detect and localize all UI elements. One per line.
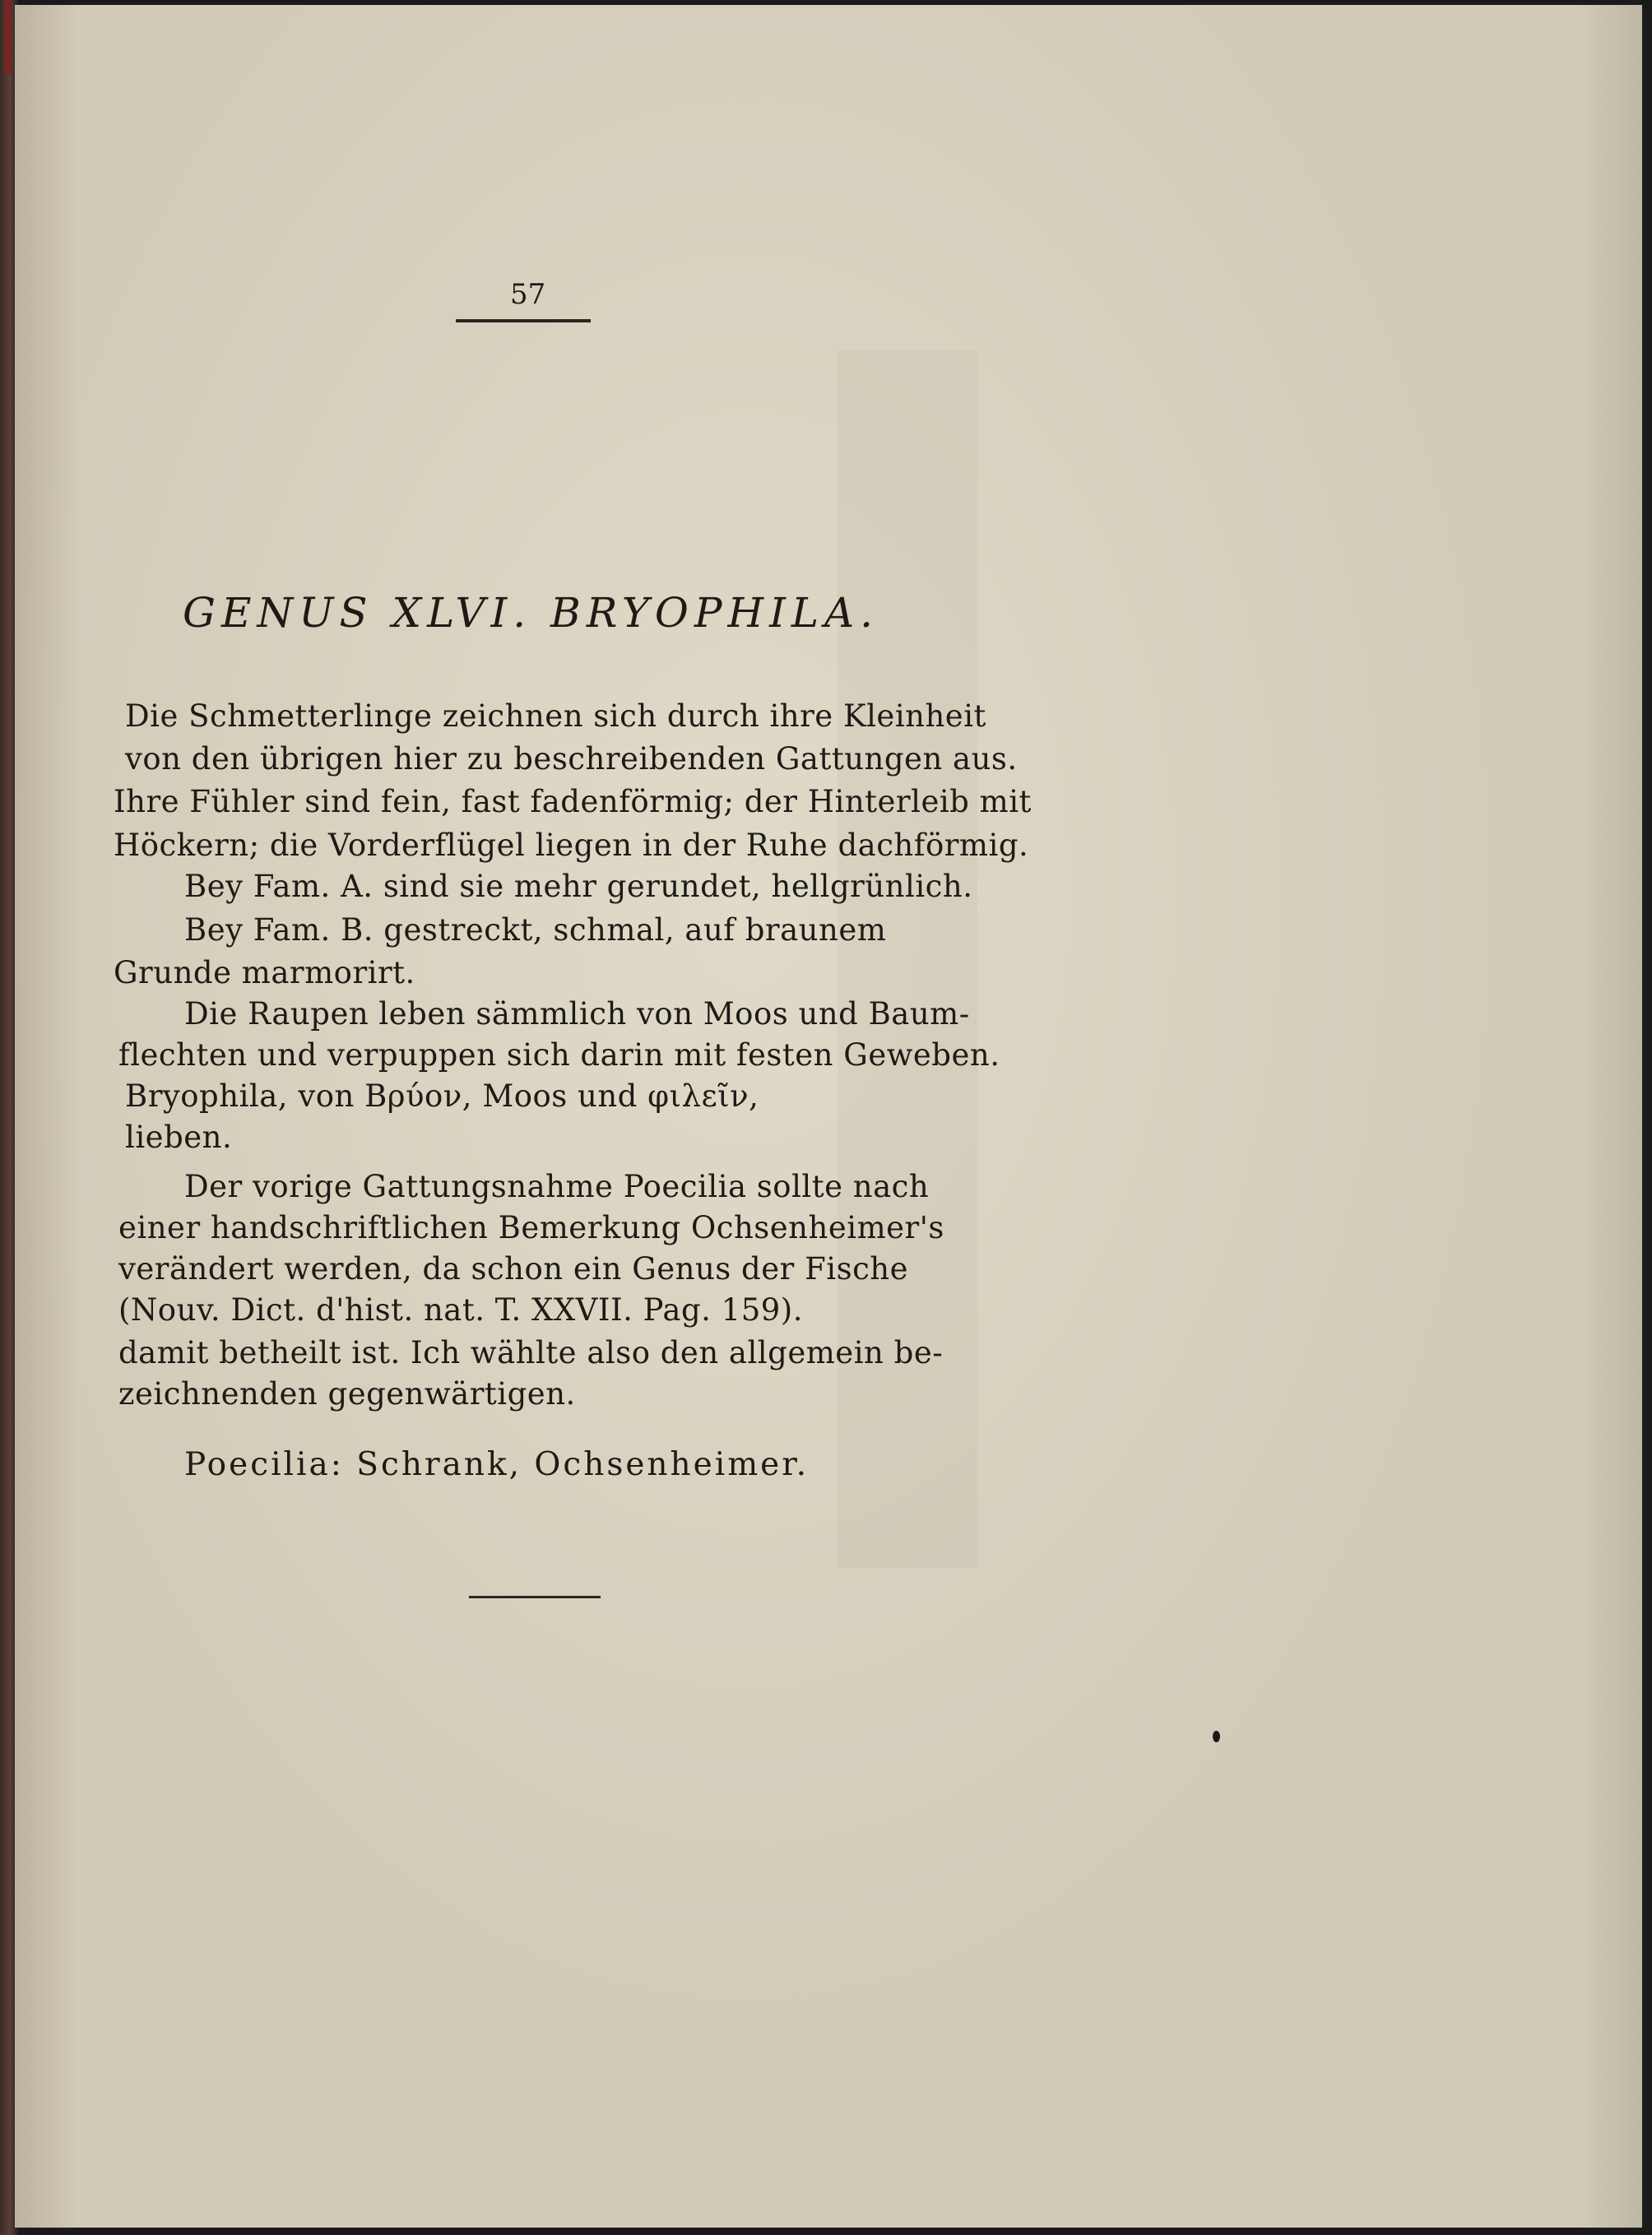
body-line: zeichnenden gegenwärtigen.: [118, 1376, 576, 1412]
show-through-shadow: [838, 350, 977, 1568]
section-end-rule: [469, 1596, 601, 1598]
body-line: von den übrigen hier zu beschreibenden Gattungen aus.: [125, 741, 1018, 777]
body-line: Die Schmetterlinge zeichnen sich durch ihre Kleinheit: [125, 698, 986, 734]
body-line: Bryophila, von Βρύον, Moos und φιλεῖν,: [125, 1078, 759, 1114]
ink-speck: [1213, 1731, 1220, 1742]
body-line: Ihre Fühler sind fein, fast fadenförmig; der Hinterleib mit: [114, 784, 1032, 819]
body-line: (Nouv. Dict. d'hist. nat. T. XXVII. Pag. 159).: [118, 1292, 803, 1328]
page-number: 57: [510, 278, 546, 311]
body-line: verändert werden, da schon ein Genus der Fische: [118, 1251, 909, 1287]
body-line: Die Raupen leben sämmlich von Moos und Baum-: [184, 996, 970, 1032]
body-line: damit betheilt ist. Ich wählte also den allgemein be-: [118, 1335, 944, 1370]
body-line: Grunde marmorirt.: [114, 955, 415, 990]
body-line: Höckern; die Vorderflügel liegen in der Ruhe dachförmig.: [114, 828, 1029, 863]
body-line: flechten und verpuppen sich darin mit festen Geweben.: [118, 1037, 1000, 1073]
body-line: Bey Fam. B. gestreckt, schmal, auf braunem: [184, 912, 887, 948]
genus-heading: GENUS XLVI. BRYOPHILA.: [183, 589, 879, 637]
red-bookmark-edge: [5, 0, 12, 74]
synonym-line: Poecilia: Schrank, Ochsenheimer.: [184, 1446, 810, 1483]
body-line: Der vorige Gattungsnahme Poecilia sollte nach: [184, 1169, 930, 1204]
body-line: Bey Fam. A. sind sie mehr gerundet, hellgrünlich.: [184, 869, 973, 904]
body-line: einer handschriftlichen Bemerkung Ochsenheimer's: [118, 1210, 944, 1245]
book-page: [15, 5, 1642, 2228]
header-rule: [456, 319, 591, 322]
body-line: lieben.: [125, 1120, 233, 1155]
